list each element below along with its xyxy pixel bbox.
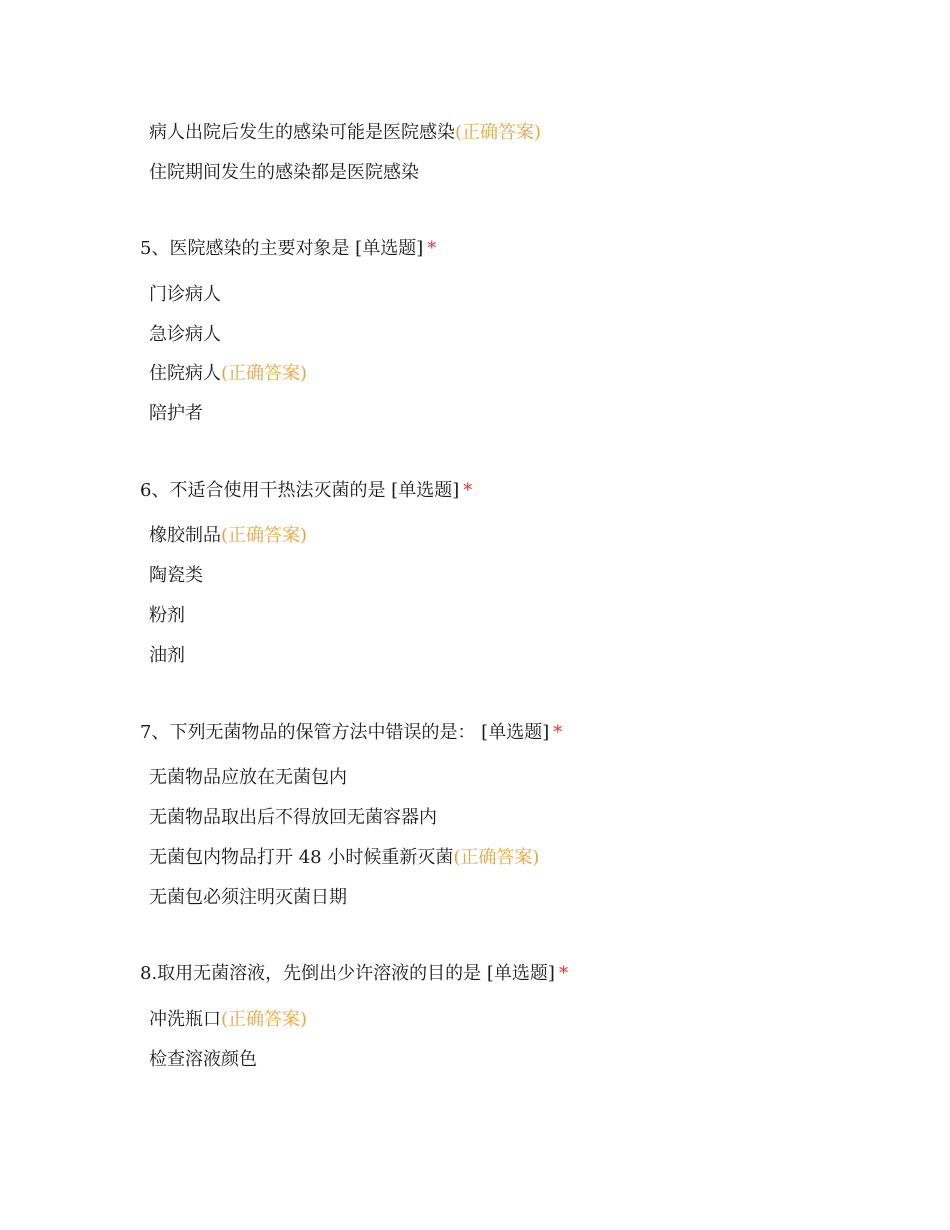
option-text: 粉剂 xyxy=(149,605,185,626)
option-q7-b[interactable] xyxy=(149,806,437,830)
option-q6-d[interactable] xyxy=(149,644,185,668)
question-title-text: 8.取用无菌溶液，先倒出少许溶液的目的是 [单选题] xyxy=(140,963,555,984)
option-text: 病人出院后发生的感染可能是医院感染 xyxy=(149,122,455,143)
required-mark: * xyxy=(553,722,563,743)
question-title-text: 5、医院感染的主要对象是 [单选题] xyxy=(140,238,424,259)
required-mark: * xyxy=(427,238,437,259)
option-q7-c[interactable] xyxy=(149,846,539,870)
option-q4-a[interactable] xyxy=(149,121,541,145)
option-text: 检查溶液颜色 xyxy=(149,1049,257,1070)
question-title-text: 7、下列无菌物品的保管方法中错误的是： [单选题] xyxy=(140,722,550,743)
option-text: 住院病人 xyxy=(149,363,221,384)
option-text: 住院期间发生的感染都是医院感染 xyxy=(149,162,419,183)
option-text: 无菌物品应放在无菌包内 xyxy=(149,767,347,788)
option-text: 无菌物品取出后不得放回无菌容器内 xyxy=(149,807,437,828)
question-title xyxy=(140,721,562,745)
option-q5-b[interactable] xyxy=(149,323,221,347)
option-q5-d[interactable] xyxy=(149,402,203,426)
option-q5-a[interactable] xyxy=(149,283,221,307)
option-q8-a[interactable] xyxy=(149,1008,307,1032)
correct-answer-tag: (正确答案) xyxy=(221,363,308,384)
option-text: 门诊病人 xyxy=(149,284,221,305)
option-q6-a[interactable] xyxy=(149,524,307,548)
option-q7-a[interactable] xyxy=(149,766,347,790)
option-text: 陪护者 xyxy=(149,403,203,424)
required-mark: * xyxy=(463,480,473,501)
option-text: 无菌包内物品打开 48 小时候重新灭菌 xyxy=(149,847,454,868)
option-q8-b[interactable] xyxy=(149,1048,257,1072)
required-mark: * xyxy=(558,963,568,984)
question-title-text: 6、不适合使用干热法灭菌的是 [单选题] xyxy=(140,480,460,501)
question-title xyxy=(140,962,568,986)
correct-answer-tag: (正确答案) xyxy=(453,847,540,868)
option-q5-c[interactable] xyxy=(149,362,307,386)
option-q7-d[interactable] xyxy=(149,886,347,910)
question-title xyxy=(140,237,436,261)
option-text: 冲洗瓶口 xyxy=(149,1009,221,1030)
option-q4-b[interactable] xyxy=(149,161,419,185)
correct-answer-tag: (正确答案) xyxy=(221,525,308,546)
option-text: 陶瓷类 xyxy=(149,565,203,586)
option-q6-b[interactable] xyxy=(149,564,203,588)
option-text: 无菌包必须注明灭菌日期 xyxy=(149,887,347,908)
option-q6-c[interactable] xyxy=(149,604,185,628)
correct-answer-tag: (正确答案) xyxy=(455,122,542,143)
option-text: 油剂 xyxy=(149,645,185,666)
option-text: 急诊病人 xyxy=(149,324,221,345)
correct-answer-tag: (正确答案) xyxy=(221,1009,308,1030)
question-title xyxy=(140,479,472,503)
option-text: 橡胶制品 xyxy=(149,525,221,546)
